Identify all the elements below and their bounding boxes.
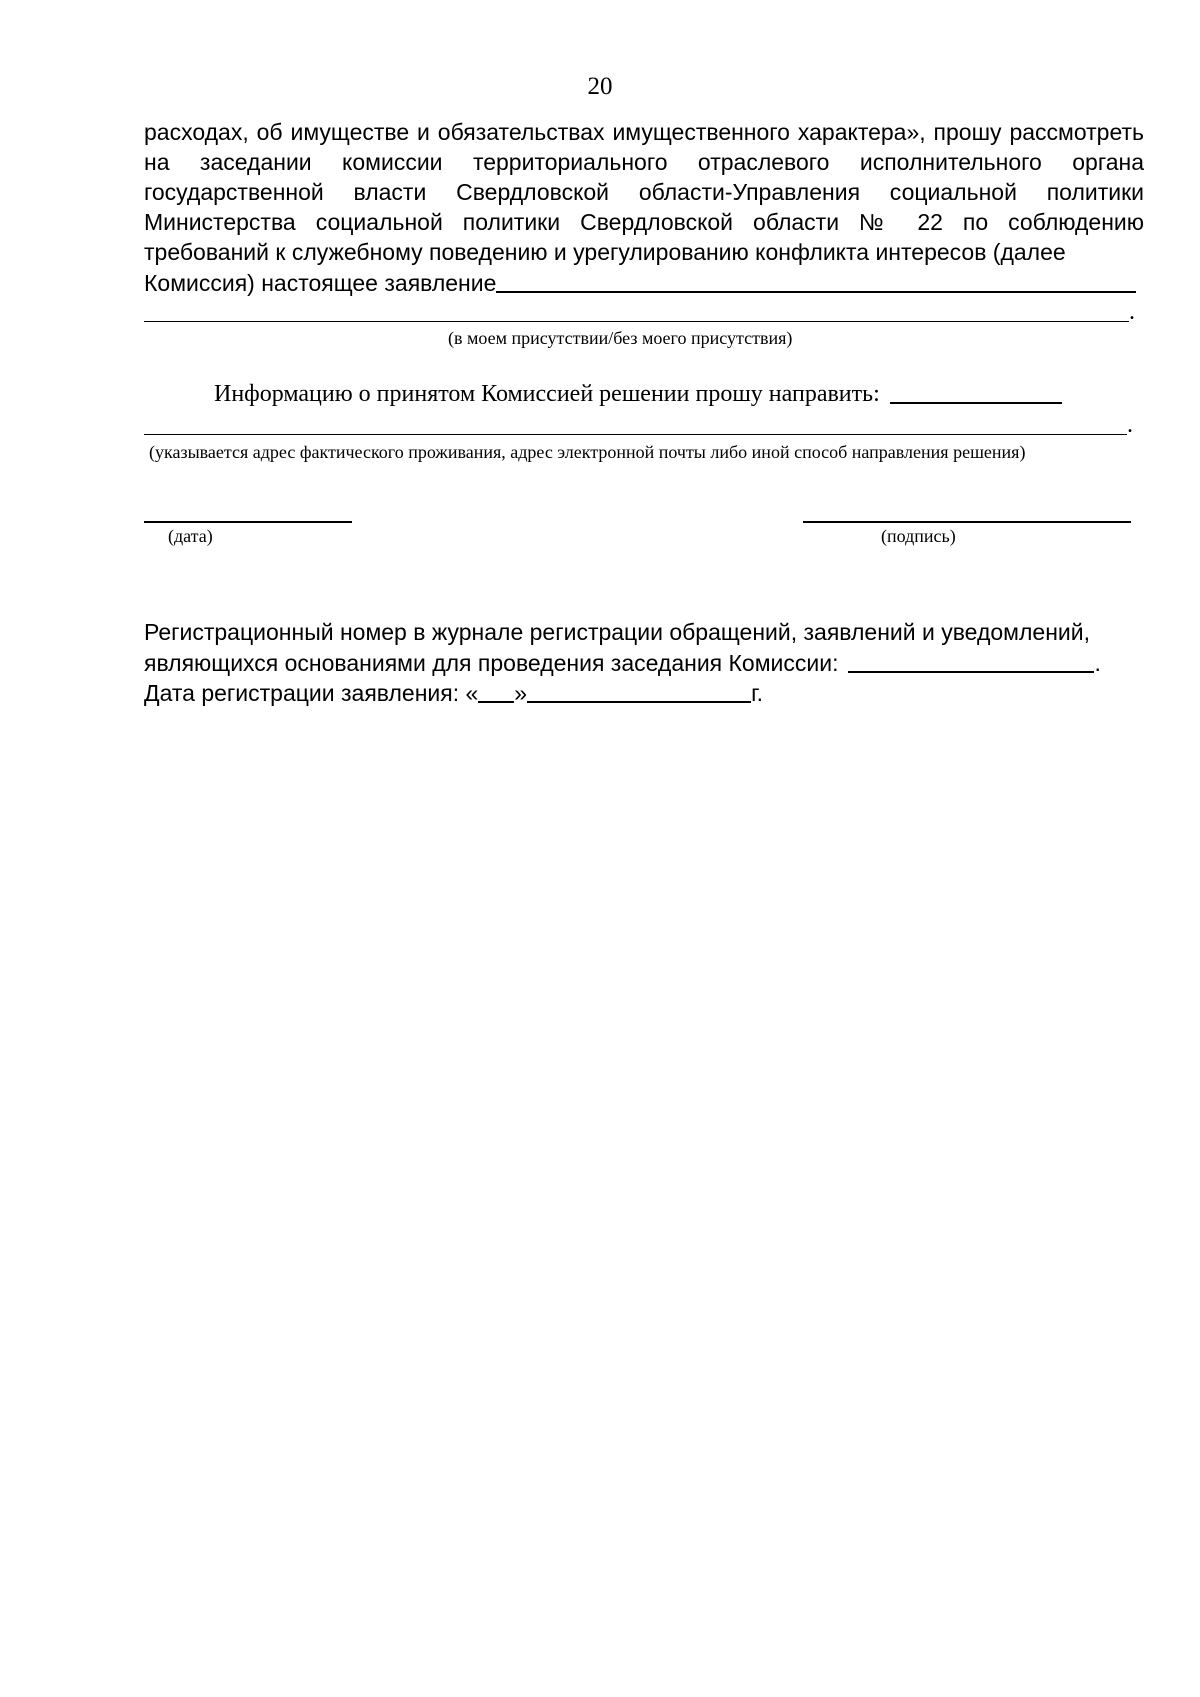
decision-continuation-line[interactable] xyxy=(144,410,1127,435)
decision-row xyxy=(214,378,1062,409)
statement-fill-line[interactable] xyxy=(496,267,1136,293)
registration-date-row xyxy=(144,677,763,708)
date-fill-line[interactable] xyxy=(144,497,352,523)
presence-caption: (в моем присутствии/без моего присутствия) xyxy=(448,328,793,348)
statement-continuation-line[interactable] xyxy=(144,297,1129,322)
date-caption: (дата) xyxy=(168,526,213,546)
registration-date-quote-close: » xyxy=(514,680,528,706)
decision-fill-line[interactable] xyxy=(890,378,1062,404)
decision-label: Информацию о принятом Комиссией решении прошу направить: xyxy=(214,381,880,407)
statement-last-line xyxy=(144,267,1136,298)
decision-continuation-row xyxy=(144,410,1133,440)
signature-fill-line[interactable] xyxy=(803,497,1131,523)
registration-month-fill-line[interactable] xyxy=(527,677,751,703)
decision-end-mark: . xyxy=(1127,412,1133,438)
statement-paragraph: расходах, об имуществе и обязательствах имущественного характера», прошу рассмотреть на заседании комиссии территориального отраслевого исполнительного органа государственной власти Свердловской области-Управления социальной политики Министерства социальной политики Свердловской области № 22 по соблюдению требований к служебному поведению и урегулированию конфликта интересов (далее xyxy=(144,119,1144,265)
registration-line-2-text: являющихся основаниями для проведения заседания Комиссии: xyxy=(144,650,839,676)
address-caption: (указывается адрес фактического проживания, адрес электронной почты либо иной способ направления решения) xyxy=(149,442,1026,462)
statement-end-mark: . xyxy=(1129,299,1135,325)
page-number: 20 xyxy=(587,73,613,100)
registration-line-2-end: . xyxy=(1094,650,1101,676)
registration-year-suffix: г. xyxy=(751,680,764,706)
signature-caption: (подпись) xyxy=(881,526,956,546)
statement-continuation-row xyxy=(144,297,1135,327)
registration-line-1 xyxy=(144,617,1090,647)
registration-date-label: Дата регистрации заявления: « xyxy=(144,680,479,706)
registration-line-2 xyxy=(144,647,1101,678)
registration-day-fill-line[interactable] xyxy=(478,677,514,703)
statement-last-line-text: Комиссия) настоящее заявление xyxy=(144,270,497,296)
registration-line-1-text: Регистрационный номер в журнале регистрации обращений, заявлений и уведомлений, xyxy=(144,619,1090,645)
registration-number-fill-line[interactable] xyxy=(848,647,1094,673)
